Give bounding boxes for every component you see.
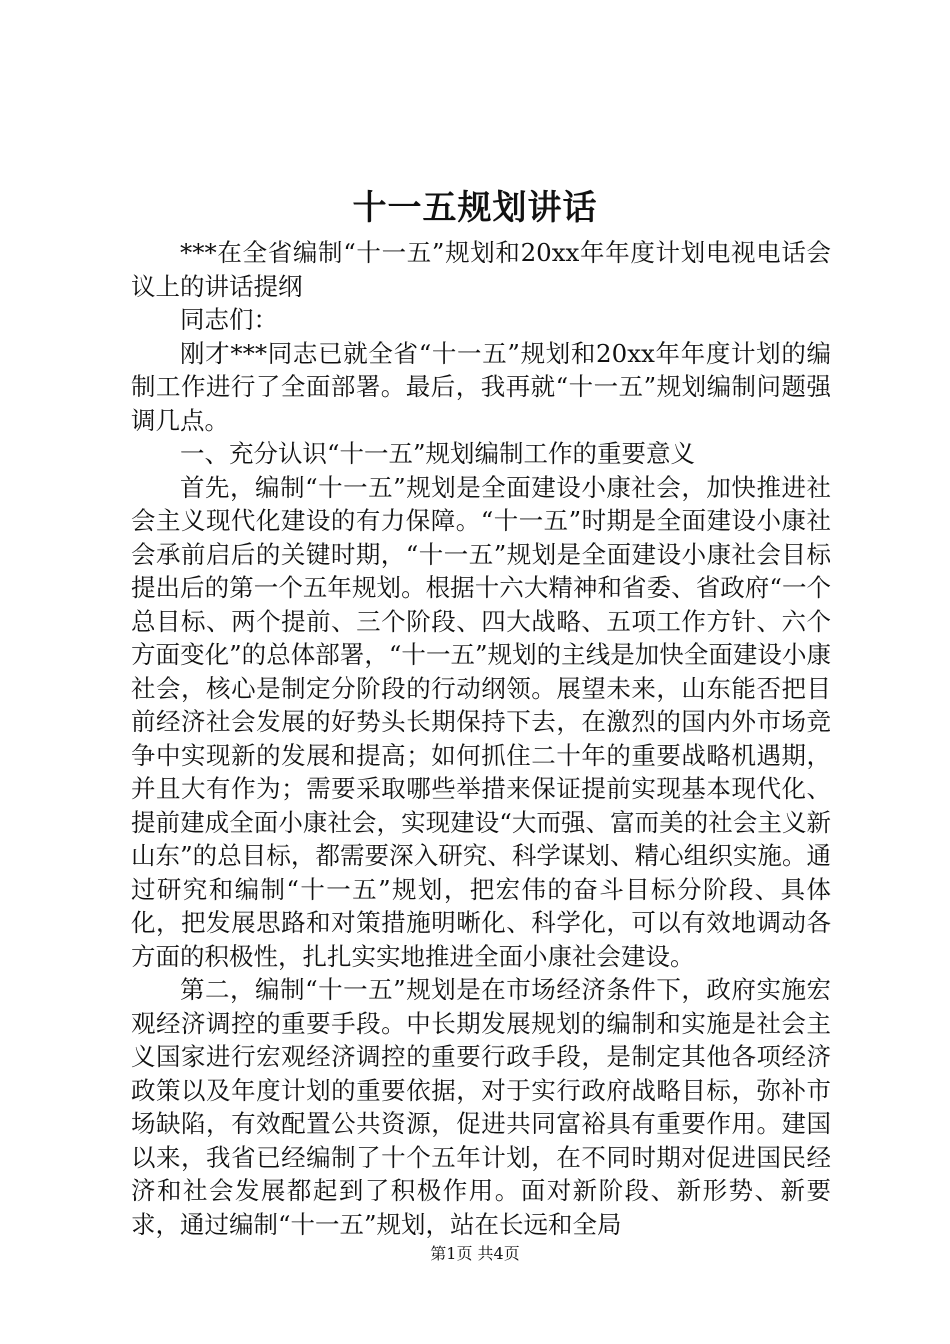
paragraph-subtitle: ***在全省编制“十一五”规划和20xx年年度计划电视电话会议上的讲话提纲	[131, 238, 831, 301]
section-heading-1: 一、充分认识“十一五”规划编制工作的重要意义	[180, 439, 696, 468]
paragraph-second-point: 第二，编制“十一五”规划是在市场经济条件下，政府实施宏观经济调控的重要手段。中长期发展规划的编制和实施是社会主义国家进行宏观经济调控的重要行政手段，是制定其他各项经济政策以及年度计划的重要依据，对于实行政府战略目标，弥补市场缺陷，有效配置公共资源，促进共同富裕具有重要作用。建国以来，我省已经编制了十个五年计划，在不同时期对促进国民经济和社会发展都起到了积极作用。面对新阶段、新形势、新要求，通过编制“十一五”规划，站在长远和全局	[131, 975, 831, 1239]
document-body	[131, 236, 831, 1241]
paragraph-intro: 刚才***同志已就全省“十一五”规划和20xx年年度计划的编制工作进行了全面部署。最后，我再就“十一五”规划编制问题强调几点。	[131, 338, 831, 435]
paragraph-salutation: 同志们：	[180, 305, 278, 334]
page-footer: 第1页 共4页	[430, 1244, 520, 1263]
document-title: 十一五规划讲话	[352, 188, 598, 228]
paragraph-first-point: 首先，编制“十一五”规划是全面建设小康社会，加快推进社会主义现代化建设的有力保障。“十一五”时期是全面建设小康社会承前启后的关键时期，“十一五”规划是全面建设小康社会目标提出后的第一个五年规划。根据十六大精神和省委、省政府“一个总目标、两个提前、三个阶段、四大战略、五项工作方针、六个方面变化”的总体部署，“十一五”规划的主线是加快全面建设小康社会，核心是制定分阶段的行动纲领。展望未来，山东能否把目前经济社会发展的好势头长期保持下去，在激烈的国内外市场竞争中实现新的发展和提高；如何抓住二十年的重要战略机遇期，并且大有作为；需要采取哪些举措来保证提前实现基本现代化、提前建成全面小康社会，实现建设“大而强、富而美的社会主义新山东”的总目标，都需要深入研究、科学谋划、精心组织实施。通过研究和编制“十一五”规划，把宏伟的奋斗目标分阶段、具体化，把发展思路和对策措施明晰化、科学化，可以有效地调动各方面的积极性，扎扎实实地推进全面小康社会建设。	[131, 472, 831, 971]
